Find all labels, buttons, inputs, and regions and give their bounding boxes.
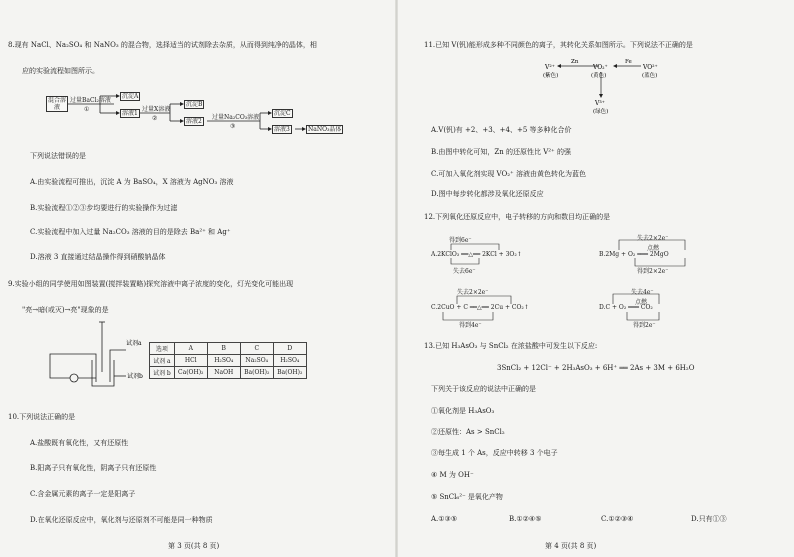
- q13-statement-4: ④ M 为 OH⁻: [431, 471, 474, 479]
- q8-prompt: 下列说法错误的是: [30, 152, 86, 160]
- q8-stem-line2: 应的实验流程如图所示。: [22, 67, 99, 75]
- q10-stem: 10.下列说法正确的是: [8, 413, 76, 421]
- reagent-zn: Zn: [571, 59, 579, 65]
- table-cell: H₂SO₄: [273, 355, 306, 367]
- flow-solution-1: 溶液1: [122, 110, 138, 117]
- reagent-a-label: 试剂a: [126, 340, 142, 347]
- q13-equation: 3SnCl₂ + 12Cl⁻ + 2H₃AsO₃ + 6H⁺ ══ 2As + 3M + 6H₂O: [497, 364, 695, 372]
- q13-option-c: C.①②③④: [601, 515, 634, 523]
- ion-vo2: VO²⁺: [643, 64, 658, 71]
- q12-b-bottom: 得到2×2e⁻: [637, 268, 669, 275]
- table-cell: 试剂 b: [150, 367, 175, 379]
- flow-step2-num: ②: [152, 115, 158, 122]
- q8-option-a: A.由实验流程可推出，沉淀 A 为 BaSO₄，X 溶液为 AgNO₃ 溶液: [30, 178, 234, 186]
- q13-stem: 13.已知 H₃AsO₃ 与 SnCl₂ 在浓盐酸中可发生以下反应:: [424, 342, 598, 350]
- q10-option-c: C.含金属元素的离子一定是阳离子: [30, 490, 136, 498]
- table-cell: HCl: [174, 355, 207, 367]
- q12-b-top: 失去2×2e⁻: [637, 235, 669, 242]
- q13-prompt: 下列关于该反应的说法中正确的是: [431, 385, 536, 393]
- flow-precipitate-c: 沉淀C: [274, 110, 291, 117]
- page-footer-right: 第 4 页(共 8 页): [545, 542, 597, 550]
- ion-v2: V²⁺: [545, 64, 555, 71]
- q13-option-a: A.①③⑤: [431, 515, 458, 523]
- q12-c-bottom: 得到4e⁻: [459, 322, 482, 329]
- table-cell: B: [207, 343, 240, 355]
- ion-v3-color: (绿色): [593, 109, 609, 115]
- q8-stem-line1: 8.现有 NaCl、Na₂SO₄ 和 NaNO₃ 的混合物，选择适当的试剂除去杂质，从而得到纯净的晶体，相: [8, 41, 317, 49]
- page-footer-left: 第 3 页(共 8 页): [168, 542, 220, 550]
- flow-step3-label: 过量Na₂CO₃溶液: [212, 114, 260, 121]
- flow-step1-label: 过量BaCl₂溶液: [70, 97, 111, 104]
- q12-b-condition: 点燃: [647, 245, 660, 252]
- q13-option-d: D.只有①③: [691, 515, 727, 523]
- q8-option-d: D.溶液 3 直接通过结晶操作得到硝酸钠晶体: [30, 253, 166, 261]
- q10-option-b: B.阳离子只有氧化性，阴离子只有还原性: [30, 464, 157, 472]
- flow-step1-num: ①: [84, 106, 90, 113]
- q12-c-equation: C.2CuO + C ══△══ 2Cu + CO₂↑: [431, 304, 529, 311]
- q10-option-d: D.在氧化还原反应中，氧化剂与还原剂不可能是同一种物质: [30, 516, 213, 524]
- q9-stem-line2: "亮→暗(或灭)→亮"现象的是: [22, 306, 109, 314]
- ion-v2-color: (紫色): [543, 73, 559, 79]
- q12-c-top: 失去2×2e⁻: [457, 289, 489, 296]
- table-cell: 试剂 a: [150, 355, 175, 367]
- q12-a-top: 得到6e⁻: [449, 237, 472, 244]
- q13-option-b: B.①②④⑤: [509, 515, 542, 523]
- reagent-b-label: 试剂b: [127, 373, 143, 380]
- table-cell: 选项: [150, 343, 175, 355]
- right-page: [397, 0, 794, 557]
- ion-v3: V³⁺: [595, 100, 605, 107]
- flow-precipitate-b: 沉淀B: [186, 101, 203, 108]
- flow-product-box: NaNO₃晶体: [308, 126, 342, 133]
- q11-option-a: A.V(钒)有 +2、+3、+4、+5 等多种化合价: [431, 126, 572, 134]
- q8-flow-diagram: [0, 0, 397, 150]
- q11-option-c: C.可加入氧化剂实现 VO₂⁺ 溶液由黄色转化为蓝色: [431, 170, 586, 178]
- flow-start-box: 混合溶液: [48, 97, 67, 111]
- flow-solution-2: 溶液2: [186, 118, 202, 125]
- vanadium-diagram: [537, 56, 737, 116]
- table-row: [150, 343, 307, 355]
- q12-d-equation: D.C + O₂ ═══ CO₂: [599, 304, 653, 311]
- table-cell: Ba(OH)₂: [273, 367, 306, 379]
- ion-vo2-color: (蓝色): [642, 73, 658, 79]
- q13-statement-1: ①氧化剂是 H₃AsO₃: [431, 407, 495, 415]
- reagent-fe: Fe: [625, 59, 632, 65]
- table-cell: NaOH: [207, 367, 240, 379]
- flow-precipitate-a: 沉淀A: [122, 93, 139, 100]
- q8-option-b: B.实验流程①②③步均要进行的实验操作为过滤: [30, 204, 178, 212]
- table-row: [150, 355, 307, 367]
- q12-b-equation: B.2Mg + O₂ ═══ 2MgO: [599, 251, 669, 258]
- q8-option-c: C.实验流程中加入过量 Na₂CO₃ 溶液的目的是除去 Ba²⁺ 和 Ag⁺: [30, 228, 231, 236]
- table-cell: C: [240, 343, 273, 355]
- conductivity-apparatus: [30, 320, 160, 400]
- table-cell: Ba(OH)₂: [240, 367, 273, 379]
- q9-stem-line1: 9.实验小组的同学使用如图装置(搅拌装置略)探究溶液中离子浓度的变化，灯光变化可能出现: [8, 280, 294, 288]
- ion-vo2p-color: (黄色): [591, 73, 607, 79]
- q12-a-bottom: 失去6e⁻: [453, 268, 476, 275]
- q12-d-bottom: 得到2e⁻: [633, 322, 656, 329]
- q13-statement-3: ③每生成 1 个 As，反应中转移 3 个电子: [431, 449, 558, 457]
- q11-option-d: D.图中每步转化都涉及氧化还原反应: [431, 190, 544, 198]
- ion-vo2p: VO₂⁺: [593, 64, 608, 71]
- table-cell: Ca(OH)₂: [174, 367, 207, 379]
- q13-statement-2: ②还原性：As > SnCl₂: [431, 428, 505, 436]
- q11-stem: 11.已知 V(钒)能形成多种不同颜色的离子，其转化关系如图所示。下列说法不正确的是: [424, 41, 693, 49]
- q13-statement-5: ⑤ SnCl₆²⁻ 是氧化产物: [431, 493, 503, 501]
- table-cell: H₂SO₄: [207, 355, 240, 367]
- flow-step2-label: 过量X溶液: [142, 106, 171, 113]
- q11-option-b: B.由图中转化可知，Zn 的还原性比 V²⁺ 的强: [431, 148, 571, 156]
- q12-stem: 12.下列氧化还原反应中，电子转移的方向和数目均正确的是: [424, 213, 611, 221]
- table-cell: A: [174, 343, 207, 355]
- flow-solution-3: 溶液3: [274, 126, 290, 133]
- table-cell: D: [273, 343, 306, 355]
- table-row: [150, 367, 307, 379]
- flow-step3-num: ③: [230, 123, 236, 130]
- q10-option-a: A.盐酸既有氧化性，又有还原性: [30, 439, 129, 447]
- q9-options-table: [149, 342, 307, 379]
- q12-a-equation: A.2KClO₃ ══△══ 2KCl + 3O₂↑: [431, 251, 522, 258]
- table-cell: Na₂SO₄: [240, 355, 273, 367]
- q12-d-condition: 点燃: [635, 299, 648, 306]
- q12-d-top: 失去4e⁻: [631, 289, 654, 296]
